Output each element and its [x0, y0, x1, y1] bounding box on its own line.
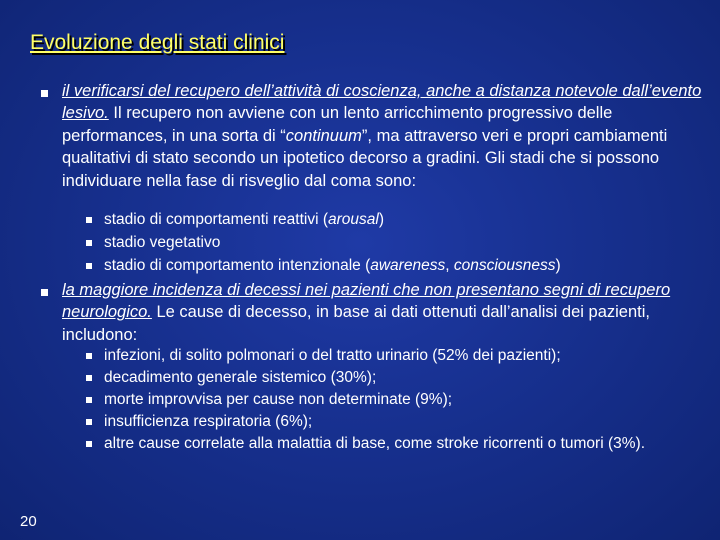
sub-bullet-icon [86, 397, 92, 403]
sub-bullet-icon [86, 375, 92, 381]
bullet-square-icon [41, 90, 48, 97]
point-1-underlined: il verificarsi del recupero dell’attività di coscienza, anche a distanza notevole dall’evento lesivo. [62, 82, 702, 123]
point-2-paragraph [62, 279, 702, 346]
sub-bullet-icon [86, 353, 92, 359]
point-1-subitem: stadio di comportamenti reattivi (arousal) [104, 211, 384, 228]
point-2-subitem: infezioni, di solito polmonari o del tratto urinario (52% dei pazienti); [104, 347, 561, 364]
point-2-subitem: altre cause correlate alla malattia di base, come stroke ricorrenti o tumori (3%). [104, 435, 645, 452]
bullet-square-icon [41, 289, 48, 296]
sub-bullet-icon [86, 441, 92, 447]
point-1-subitem: stadio vegetativo [104, 234, 221, 251]
point-1-italic: continuum [285, 126, 362, 145]
point-1-paragraph [62, 80, 702, 192]
page-number: 20 [20, 513, 37, 530]
point-2-subitem: insufficienza respiratoria (6%); [104, 413, 313, 430]
sub-bullet-icon [86, 419, 92, 425]
point-1-text-b: ”, ma attraverso veri e propri cambiamenti qualitativi di stato secondo un ipotetico decorso a gradini. Gli stadi che si possono individuare nella fase di risveglio dal coma sono: [62, 126, 668, 190]
sub-bullet-icon [86, 240, 92, 246]
point-2-underlined: la maggiore incidenza di decessi nei pazienti che non presentano segni di recupero neurologico. [62, 281, 671, 322]
point-1-subitem: stadio di comportamento intenzionale (awareness, consciousness) [104, 257, 561, 274]
point-2-text: Le cause di decesso, in base ai dati ottenuti dall’analisi dei pazienti, includono: [62, 303, 650, 344]
point-2-subitem: decadimento generale sistemico (30%); [104, 369, 377, 386]
slide-title: Evoluzione degli stati clinici [30, 31, 285, 54]
sub-bullet-icon [86, 217, 92, 223]
point-1-text-a: Il recupero non avviene con un lento arricchimento progressivo delle performances, in una sorta di “ [62, 104, 613, 145]
point-2-subitem: morte improvvisa per cause non determinate (9%); [104, 391, 453, 408]
sub-bullet-icon [86, 263, 92, 269]
